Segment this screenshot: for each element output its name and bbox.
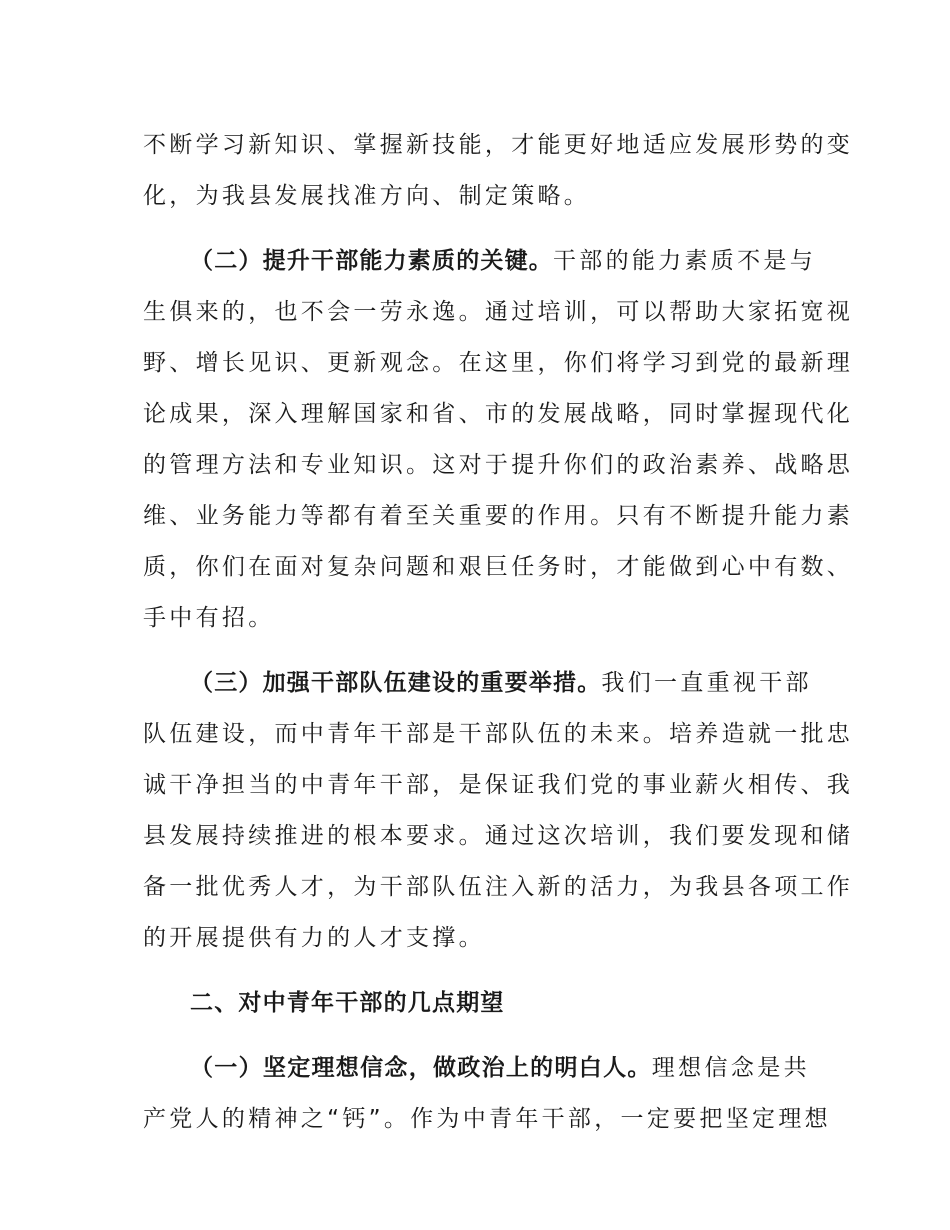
- text-line: 质，你们在面对复杂问题和艰巨任务时，才能做到心中有数、: [143, 554, 854, 580]
- text-line: 化，为我县发展找准方向、制定策略。: [143, 183, 591, 209]
- text-line: 队伍建设，而中青年干部是干部队伍的未来。培养造就一批忠: [143, 721, 854, 747]
- paragraph: [143, 120, 854, 222]
- text-line: 生俱来的，也不会一劳永逸。通过培训，可以帮助大家拓宽视: [143, 299, 854, 325]
- text-line: 维、业务能力等都有着至关重要的作用。只有不断提升能力素: [143, 503, 854, 529]
- text-line: 我们一直重视干部: [601, 670, 812, 696]
- paragraph-heading: （一）坚定理想信念，做政治上的明白人。: [190, 1055, 652, 1081]
- text-line: 干部的能力素质不是与: [553, 248, 816, 274]
- text-line: 论成果，深入理解国家和省、市的发展战略，同时掌握现代化: [143, 401, 854, 427]
- paragraph-heading: （三）加强干部队伍建设的重要举措。: [190, 670, 602, 696]
- text-line: 产党人的精神之“钙”。作为中青年干部，一定要把坚定理想: [143, 1106, 831, 1132]
- paragraph: [143, 236, 854, 644]
- text-line: 野、增长见识、更新观念。在这里，你们将学习到党的最新理: [143, 350, 854, 376]
- text-line: 手中有招。: [143, 605, 275, 631]
- section-title: 二、对中青年干部的几点期望: [190, 990, 505, 1016]
- text-line: 县发展持续推进的根本要求。通过这次培训，我们要发现和储: [143, 823, 854, 849]
- paragraph: [143, 1043, 831, 1145]
- text-line: 的开展提供有力的人才支撑。: [143, 925, 485, 951]
- text-line: 不断学习新知识、掌握新技能，才能更好地适应发展形势的变: [143, 132, 854, 158]
- document-body: [143, 120, 854, 1145]
- text-line: 备一批优秀人才，为干部队伍注入新的活力，为我县各项工作: [143, 874, 854, 900]
- paragraph-heading: （二）提升干部能力素质的关键。: [190, 248, 553, 274]
- text-line: 诚干净担当的中青年干部，是保证我们党的事业薪火相传、我: [143, 772, 854, 798]
- text-line: 理想信念是共: [651, 1055, 810, 1081]
- paragraph: [143, 658, 854, 964]
- text-line: 的管理方法和专业知识。这对于提升你们的政治素养、战略思: [143, 452, 854, 478]
